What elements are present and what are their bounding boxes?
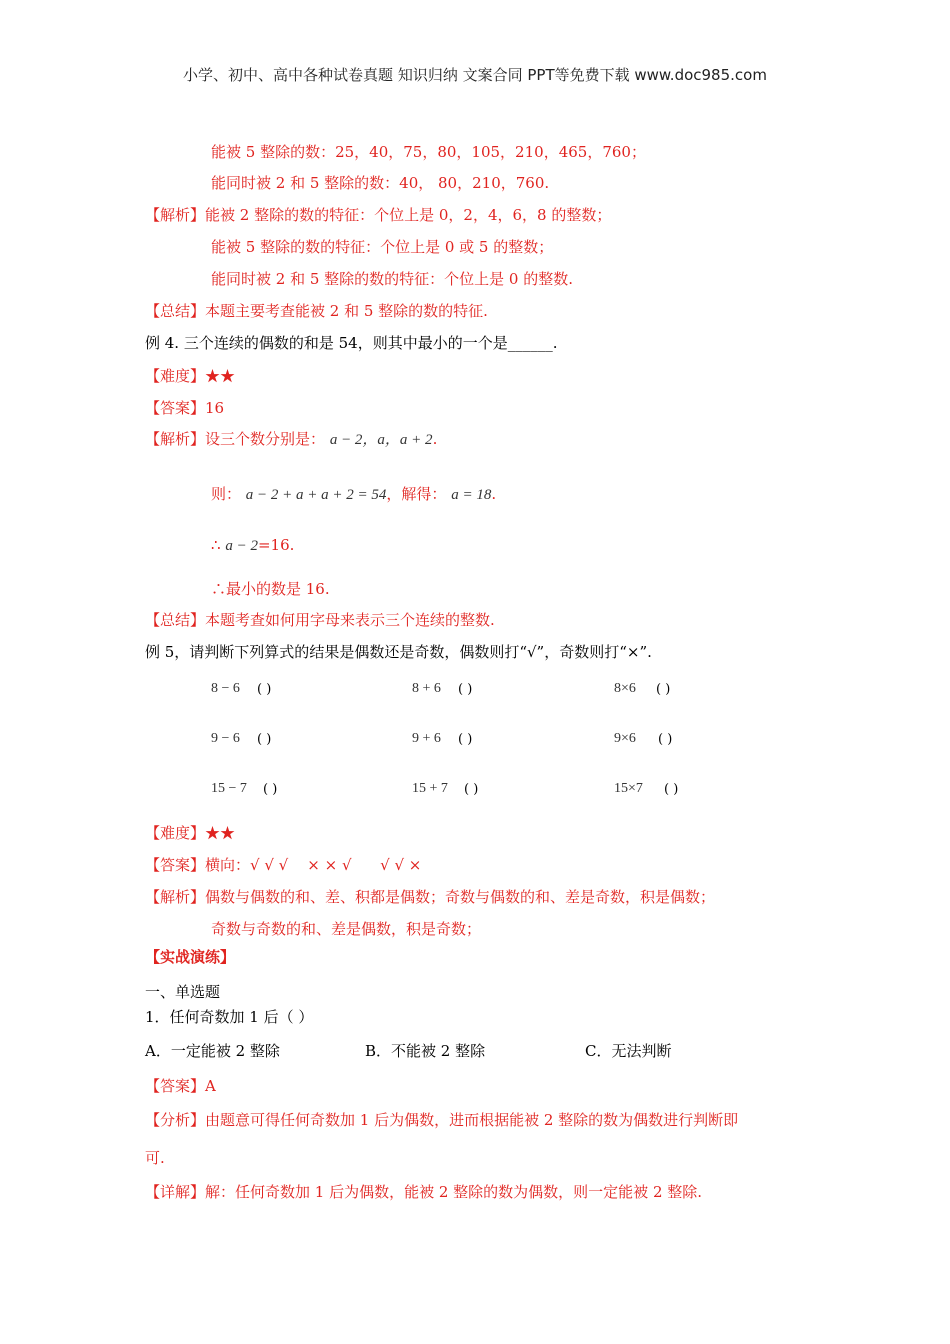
text-line: 奇数与奇数的和、差是偶数，积是奇数；: [211, 920, 482, 938]
answer-blank: ( ): [257, 732, 272, 747]
expression-cell: 8 − 6: [211, 681, 240, 696]
answer-blank: ( ): [458, 732, 473, 747]
section-single-choice: 一、单选题: [145, 983, 221, 1001]
math-expression: a − 2 + a + a + 2 = 54: [245, 487, 387, 503]
text-line: 由题意可得任何奇数加 1 后为偶数，进而根据能被 2 整除的数为偶数进行判断即: [205, 1111, 739, 1129]
text-line: 能被 2 整除的数的特征：个位上是 0，2，4，6，8 的整数；: [205, 206, 612, 224]
tag-detail: 【详解】: [145, 1183, 206, 1201]
option-b: B．不能被 2 整除: [365, 1042, 486, 1060]
expression-cell: 8×6: [614, 681, 636, 696]
expression-cell: 9×6: [614, 731, 636, 746]
difficulty-stars: ★★: [205, 367, 236, 385]
text-line: .: [491, 485, 497, 503]
text-line: 则：: [211, 485, 242, 503]
tag-analysis: 【解析】: [145, 206, 206, 224]
tag-analysis: 【解析】: [145, 888, 206, 906]
text-line: ，解得：: [386, 485, 447, 503]
tag-analysis-fx: 【分析】: [145, 1111, 206, 1129]
tag-summary: 【总结】: [145, 611, 206, 629]
expression-cell: 15 − 7: [211, 781, 247, 796]
tag-summary: 【总结】: [145, 302, 206, 320]
difficulty-stars: ★★: [205, 824, 236, 842]
text-line: 能同时被 2 和 5 整除的数：40， 80，210，760.: [211, 174, 550, 192]
tag-difficulty: 【难度】: [145, 824, 206, 842]
therefore-symbol: ∴: [211, 536, 221, 554]
text-line: =16.: [257, 536, 295, 554]
text-line: 可.: [145, 1149, 165, 1167]
text-line: 能同时被 2 和 5 整除的数的特征：个位上是 0 的整数.: [211, 270, 574, 288]
section-practice: 【实战演练】: [145, 948, 236, 966]
answer-value: 16: [205, 399, 225, 417]
tag-analysis: 【解析】: [145, 430, 206, 448]
expression-cell: 15 + 7: [412, 781, 448, 796]
expression-cell: 8 + 6: [412, 681, 441, 696]
expression-cell: 9 + 6: [412, 731, 441, 746]
answer-blank: ( ): [257, 682, 272, 697]
tag-answer: 【答案】: [145, 1077, 206, 1095]
text-line: 偶数与偶数的和、差、积都是偶数；奇数与偶数的和、差是奇数，积是偶数；: [205, 888, 716, 906]
tag-answer: 【答案】: [145, 856, 206, 874]
example-5-question: 例 5，请判断下列算式的结果是偶数还是奇数，偶数则打“√”，奇数则打“×”.: [145, 643, 652, 661]
text-line: 本题考查如何用字母来表示三个连续的整数.: [205, 611, 495, 629]
answer-blank: ( ): [458, 682, 473, 697]
answer-blank: ( ): [658, 732, 673, 747]
tag-answer: 【答案】: [145, 399, 206, 417]
text-line: 本题主要考查能被 2 和 5 整除的数的特征.: [205, 302, 488, 320]
option-c: C．无法判断: [585, 1042, 672, 1060]
math-expression: a = 18: [451, 487, 492, 503]
tag-difficulty: 【难度】: [145, 367, 206, 385]
answer-value: 横向：√ √ √ × × √ √ √ ×: [205, 856, 422, 874]
text-line: 能被 5 整除的数的特征：个位上是 0 或 5 的整数；: [211, 238, 554, 256]
text-line: .: [432, 430, 438, 448]
expression-cell: 15×7: [614, 781, 643, 796]
text-line: 设三个数分别是：: [205, 430, 326, 448]
option-a: A．一定能被 2 整除: [145, 1042, 280, 1060]
text-line: 解：任何奇数加 1 后为偶数，能被 2 整除的数为偶数，则一定能被 2 整除.: [205, 1183, 703, 1201]
answer-blank: ( ): [263, 782, 278, 797]
answer-blank: ( ): [664, 782, 679, 797]
answer-blank: ( ): [464, 782, 479, 797]
answer-value: A: [205, 1077, 216, 1095]
question-1: 1．任何奇数加 1 后（ ）: [145, 1008, 314, 1026]
math-expression: a − 2，a，a + 2: [329, 432, 433, 448]
page-header: 小学、初中、高中各种试卷真题 知识归纳 文案合同 PPT等免费下载 www.doc985.com: [183, 66, 767, 84]
math-expression: a − 2: [225, 538, 258, 554]
expression-cell: 9 − 6: [211, 731, 240, 746]
answer-blank: ( ): [656, 682, 671, 697]
text-line: 能被 5 整除的数：25，40，75，80，105，210，465，760；: [211, 143, 646, 161]
example-4-question: 例 4. 三个连续的偶数的和是 54，则其中最小的一个是______.: [145, 334, 558, 352]
text-line: ∴最小的数是 16.: [211, 580, 330, 598]
